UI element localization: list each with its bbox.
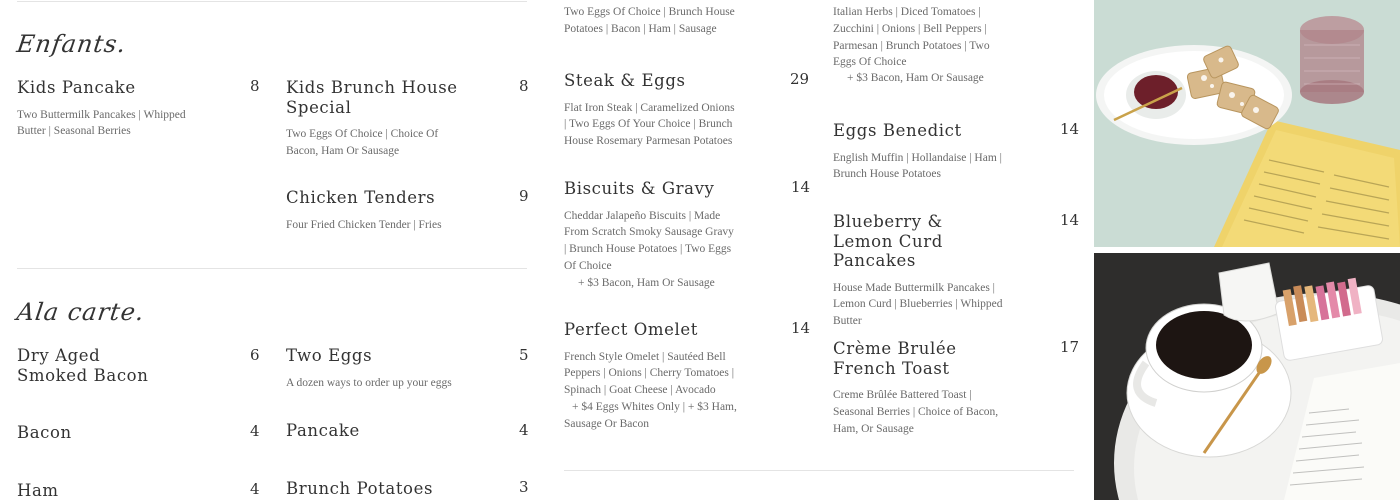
- coffee-cup-photo: [1094, 253, 1400, 500]
- item-description: Two Buttermilk Pancakes | Whipped Butter | Seasonal Berries: [17, 108, 186, 138]
- item-name: Ham: [17, 481, 59, 500]
- menu-item-blueberry-lemon-pancakes: [833, 212, 1005, 330]
- item-price: 8: [250, 77, 260, 95]
- item-name: Steak & Eggs: [564, 71, 686, 90]
- item-price: 3: [519, 478, 529, 496]
- top-divider: [17, 1, 527, 2]
- menu-item-bacon: [17, 423, 72, 443]
- item-price: 8: [519, 77, 529, 95]
- item-description: House Made Buttermilk Pancakes | Lemon Curd | Blueberries | Whipped Butter: [833, 281, 1003, 328]
- item-price: 5: [519, 346, 529, 364]
- item-addon: + $4 Eggs Whites Only | + $3 Ham, Sausage Or Bacon: [564, 400, 737, 430]
- item-name: Biscuits & Gravy: [564, 179, 715, 198]
- item-name: Bacon: [17, 423, 72, 442]
- section-title-ala-carte: Ala carte.: [15, 298, 147, 326]
- menu-item-creme-brulee-toast: [833, 339, 1003, 437]
- item-description: Two Eggs Of Choice | Choice Of Bacon, Ham Or Sausage: [286, 128, 439, 157]
- item-price: 9: [519, 187, 529, 205]
- item-description: A dozen ways to order up your eggs: [286, 376, 452, 389]
- item-name: Perfect Omelet: [564, 320, 699, 339]
- menu-item-perfect-omelet: [564, 320, 739, 432]
- item-price: 4: [250, 480, 260, 498]
- item-name: Chicken Tenders: [286, 188, 436, 207]
- item-addon: + $3 Bacon, Ham Or Sausage: [847, 72, 984, 84]
- item-price: 29: [790, 70, 810, 88]
- item-price: 6: [250, 346, 260, 364]
- item-price: 14: [791, 319, 811, 337]
- menu-item-biscuits-gravy: [564, 179, 739, 291]
- section-divider: [564, 470, 1074, 471]
- menu-item-chicken-tenders: [286, 188, 476, 233]
- item-name: Two Eggs: [286, 346, 373, 365]
- menu-item-brunch-potatoes: [286, 479, 433, 499]
- section-divider: [17, 268, 527, 269]
- coffee-photo-illustration: [1094, 253, 1400, 500]
- item-price: 4: [250, 422, 260, 440]
- item-description: English Muffin | Hollandaise | Ham | Brunch House Potatoes: [833, 151, 1002, 181]
- item-name: Pancake: [286, 421, 360, 440]
- menu-item-kids-brunch: [286, 78, 466, 160]
- item-name: Kids Pancake: [17, 78, 136, 97]
- item-name: Crème Brulée French Toast: [833, 339, 957, 378]
- item-price: 4: [519, 421, 529, 439]
- item-name: Kids Brunch House Special: [286, 78, 458, 117]
- item-description-continued: Italian Herbs | Diced Tomatoes | Zucchini | Onions | Bell Peppers | Parmesan | Brunch Potatoes | Two Eggs Of Choice: [833, 6, 990, 69]
- item-addon: + $3 Bacon, Ham Or Sausage: [578, 276, 715, 289]
- menu-item-dry-aged-bacon: [17, 346, 167, 385]
- item-description: Creme Brûlée Battered Toast | Seasonal Berries | Choice of Bacon, Ham, Or Sausage: [833, 389, 999, 435]
- item-price: 14: [791, 178, 811, 196]
- menu-item-steak-eggs: [564, 71, 739, 150]
- item-description: French Style Omelet | Sautéed Bell Peppers | Onions | Cherry Tomatoes | Spinach | Goat Cheese | Avocado: [564, 350, 735, 397]
- item-description: Four Fried Chicken Tender | Fries: [286, 218, 442, 231]
- section-title-enfants: Enfants.: [15, 30, 129, 58]
- item-description-continued: Two Eggs Of Choice | Brunch House Potatoes | Bacon | Ham | Sausage: [564, 6, 735, 35]
- item-name: Blueberry & Lemon Curd Pancakes: [833, 212, 943, 270]
- menu-item-two-eggs: [286, 346, 486, 391]
- item-description: Cheddar Jalapeño Biscuits | Made From Scratch Smoky Sausage Gravy | Brunch House Potatoes | Two Eggs Of Choice: [564, 209, 734, 272]
- item-description: Flat Iron Steak | Caramelized Onions | Two Eggs Of Your Choice | Brunch House Rosemary Parmesan Potatoes: [564, 101, 735, 148]
- menu-item-ham: [17, 481, 59, 501]
- menu-item-eggs-benedict: [833, 121, 1008, 183]
- beignets-photo-illustration: [1094, 0, 1400, 247]
- item-name: Eggs Benedict: [833, 121, 962, 140]
- item-name: Brunch Potatoes: [286, 479, 434, 498]
- item-name: Dry Aged Smoked Bacon: [17, 346, 149, 385]
- item-price: 17: [1060, 338, 1080, 356]
- beignets-and-menu-photo: [1094, 0, 1400, 247]
- menu-item-kids-pancake: [17, 78, 202, 140]
- menu-item-pancake: [286, 421, 360, 441]
- item-price: 14: [1060, 211, 1080, 229]
- item-price: 14: [1060, 120, 1080, 138]
